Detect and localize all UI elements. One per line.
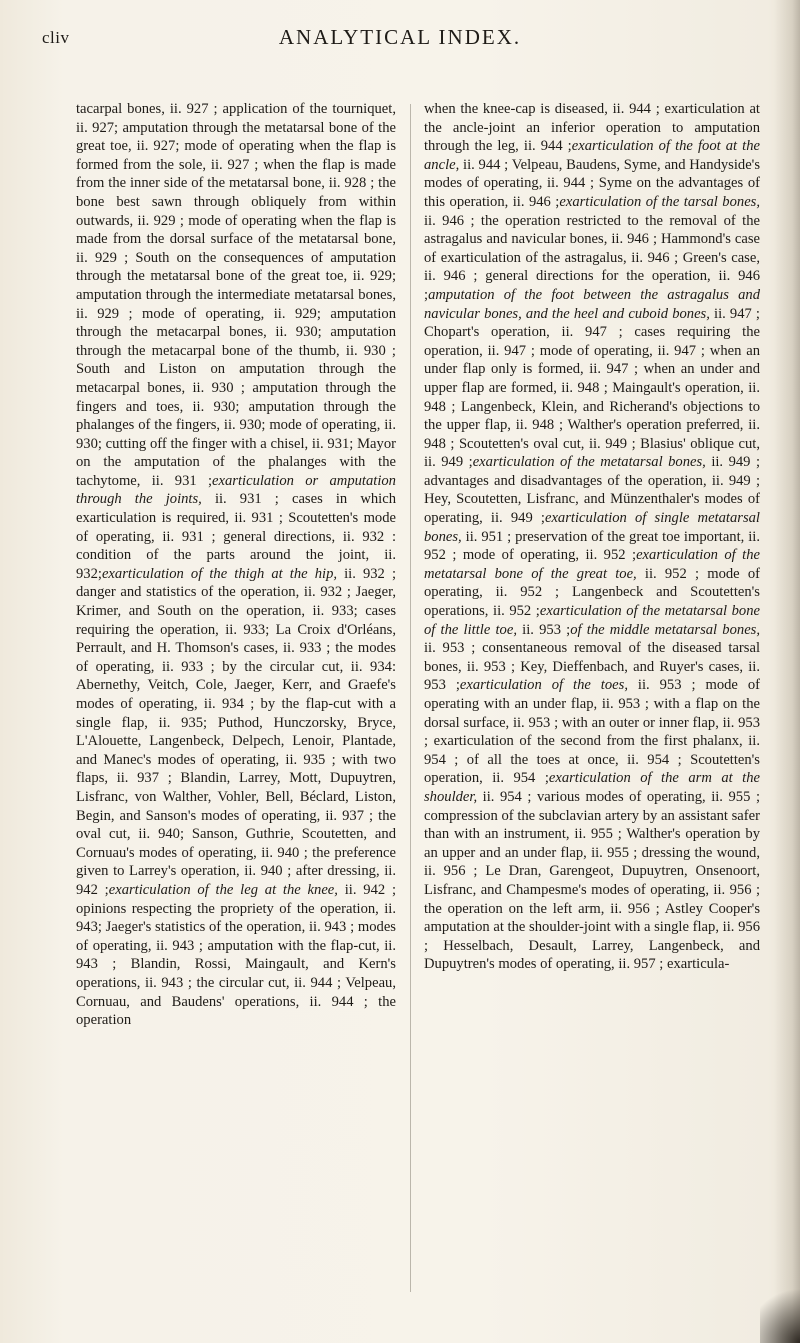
entry-heading: exarticulation or amputation through the joints, bbox=[76, 472, 396, 508]
left-column bbox=[76, 100, 396, 1300]
entry-text: ii. 931 ; cases in which exarticulation is required, ii. 931 ; Scoutetten's mode of operating, ii. 931 ; general directions, ii. 932 : condition of the parts around the joint, ii. 932; bbox=[76, 491, 397, 582]
entry-heading: exarticulation of the foot at the ancle, bbox=[424, 138, 760, 173]
running-head: ANALYTICAL INDEX. bbox=[278, 25, 522, 49]
entry-heading: exarticulation of the thigh at the hip, bbox=[101, 565, 338, 582]
right-column bbox=[424, 100, 760, 1300]
entry-text: ii. 954 ; various modes of operating, ii. 955 ; compression of the subclavian artery by an assistant safer than with an instrument, ii. 955 ; Walther's operation by an upper and an under flap, ii. 955 ; dressing the wound, ii. 956 ; Le Dran, Garengeot, Dupuytren, Onsenoort, Lisfranc, and Champesme's modes of operating, ii. 956 ; the operation on the left arm, ii. 956 ; Astley Cooper's amputation at the shoulder-joint with a single flap, ii. 956 ; Hesselbach, Desault, Larrey, Langenbeck, and Dupuytren's modes of operating, ii. 957 ; exarticula- bbox=[424, 788, 760, 973]
entry-heading: exarticulation of the toes, bbox=[459, 677, 628, 694]
entry-heading: of the middle metatarsal bones, bbox=[570, 621, 760, 638]
entry-heading: exarticulation of the metatarsal bone of the great toe, bbox=[424, 547, 760, 582]
entry-text: ii. 949 ; advantages and disadvantages of the operation, ii. 949 ; Hey, Scoutetten, Lisfranc, and Münzenthaler's modes of operating, ii. 949 ; bbox=[424, 454, 760, 527]
entry-heading: exarticulation of the metatarsal bones, bbox=[472, 454, 706, 471]
entry-text: when the knee-cap is diseased, ii. 944 ; exarticulation at the ancle-joint an inferior operation to amputation through the leg, ii. 944 ; bbox=[424, 101, 760, 155]
entry-text: ii. 951 ; preservation of the great toe important, ii. 952 ; mode of operating, ii. 952 ; bbox=[424, 528, 760, 564]
page-edge-shadow bbox=[774, 0, 800, 1343]
page-number: cliv bbox=[42, 28, 70, 47]
index-columns bbox=[76, 100, 766, 1300]
entry-text: ii. 952 ; mode of operating, ii. 952 ; Langenbeck and Scoutetten's operations, ii. 952 ; bbox=[424, 565, 760, 620]
entry-text: ii. 947 ; Chopart's operation, ii. 947 ; cases requiring the operation, ii. 947 ; mode of operating, ii. 947 ; when an under flap only is formed, ii. 947 ; when an under and upper flap are formed, ii. 948 ; Maingault's operation, ii. 948 ; Langenbeck, Klein, and Richerand's objections to the upper flap, ii. 948 ; Walther's operation preferred, ii. 948 ; Scoutetten's oval cut, ii. 949 ; Blasius' oblique cut, ii. 949 ; bbox=[424, 305, 760, 471]
left-column-entry bbox=[76, 100, 396, 1030]
page-header bbox=[0, 22, 800, 62]
column-divider bbox=[410, 104, 411, 1292]
entry-heading: exarticulation of the leg at the knee, bbox=[108, 881, 338, 898]
entry-heading: exarticulation of the metatarsal bone of the little toe, bbox=[424, 603, 760, 638]
entry-heading: amputation of the foot between the astragalus and navicular bones, and the heel and cuboid bones, bbox=[424, 286, 760, 322]
page-corner-shadow bbox=[760, 1283, 800, 1343]
right-column-entry bbox=[424, 100, 760, 974]
entry-text: ii. 932 ; danger and statistics of the operation, ii. 932 ; Jaeger, Krimer, and South on the operation, ii. 933; cases requiring the operation, ii. 933; La Croix d'Orléans, Perrault, and H. Thomson's cases, ii. 933 ; the modes of operating, ii. 933 ; by the circular cut, ii. 934: Abernethy, Veitch, Cole, Jaeger, Kerr, and Graefe's modes of operating, ii. 934 ; by the flap-cut with a single flap, ii. 935; Puthod, Hunczorsky, Bryce, L'Alouette, Langenbeck, Delpech, Lenoir, Plantade, and Manec's modes of operating, ii. 935 ; with two flaps, ii. 937 ; Blandin, Larrey, Mott, Dupuytren, Lisfranc, von Walther, Vohler, Bell, Béclard, Liston, Begin, and Sanson's modes of operating, ii. 937 ; the oval cut, ii. 940; Sanson, Guthrie, Scoutetten, and Cornuau's modes of operating, ii. 940 ; the preference given to Larrey's operation, ii. 940 ; after dressing, ii. 942 ; bbox=[76, 565, 397, 898]
entry-text: ii. 953 ; mode of operating with an under flap, ii. 953 ; with a flap on the dorsal surface, ii. 953 ; with an outer or inner flap, ii. 953 ; exarticulation of the second from the first phalanx, ii. 954 ; of all the toes at once, ii. 954 ; Scoutetten's operation, ii. 954 ; bbox=[424, 677, 761, 787]
entry-text: ii. 953 ; bbox=[516, 621, 571, 638]
entry-text: ii. 944 ; Velpeau, Baudens, Syme, and Handyside's modes of operating, ii. 944 ; Syme on the advantages of this operation, ii. 946 ; bbox=[424, 156, 760, 210]
entry-text: ii. 946 ; the operation restricted to the removal of the astragalus and navicular bones, ii. 946 ; Hammond's case of exarticulation of the astragalus, ii. 946 ; Green's case, ii. 946 ; general directions for the operation, ii. 946 ; bbox=[424, 212, 760, 303]
entry-heading: exarticulation of the arm at the shoulder, bbox=[424, 770, 760, 805]
entry-text: ii. 953 ; consentaneous removal of the diseased tarsal bones, ii. 953 ; Key, Dieffenbach, and Ruyer's cases, ii. 953 ; bbox=[424, 640, 760, 694]
entry-text: ii. 942 ; opinions respecting the propriety of the operation, ii. 943; Jaeger's statistics of the operation, ii. 943 ; modes of operating, ii. 943 ; amputation with the flap-cut, ii. 943 ; Blandin, Rossi, Maingault, and Kern's operations, ii. 943 ; the circular cut, ii. 944 ; Velpeau, Cornuau, and Baudens' operations, ii. 944 ; the operation bbox=[76, 881, 397, 1029]
entry-heading: exarticulation of the tarsal bones, bbox=[559, 193, 760, 210]
entry-heading: exarticulation of single metatarsal bones, bbox=[424, 510, 760, 545]
entry-text: tacarpal bones, ii. 927 ; application of the tourniquet, ii. 927; amputation through the metatarsal bone of the great toe, ii. 927; mode of operating when the flap is formed from the sole, ii. 927 ; when the flap is made from the inner side of the metatarsal bone, ii. 928 ; the bone best sawn through obliquely from within outwards, ii. 929 ; mode of operating when the flap is made from the dorsal surface of the metatarsal bone, ii. 929 ; South on the consequences of amputation through the metatarsal bone of the great toe, ii. 929; amputation through the intermediate metatarsal bones, ii. 929 ; mode of operating, ii. 929; amputation through the metacarpal bones, ii. 930; amputation through the metacarpal bone of the thumb, ii. 930 ; South and Liston on amputation through the metacarpal bones, ii. 930 ; amputation through the fingers and toes, ii. 930; amputation through the phalanges of the fingers, ii. 930; mode of operating, ii. 930; cutting off the finger with a chisel, ii. 931; Mayor on the amputation of the phalanges with the tachytome, ii. 931 ; bbox=[76, 101, 396, 489]
